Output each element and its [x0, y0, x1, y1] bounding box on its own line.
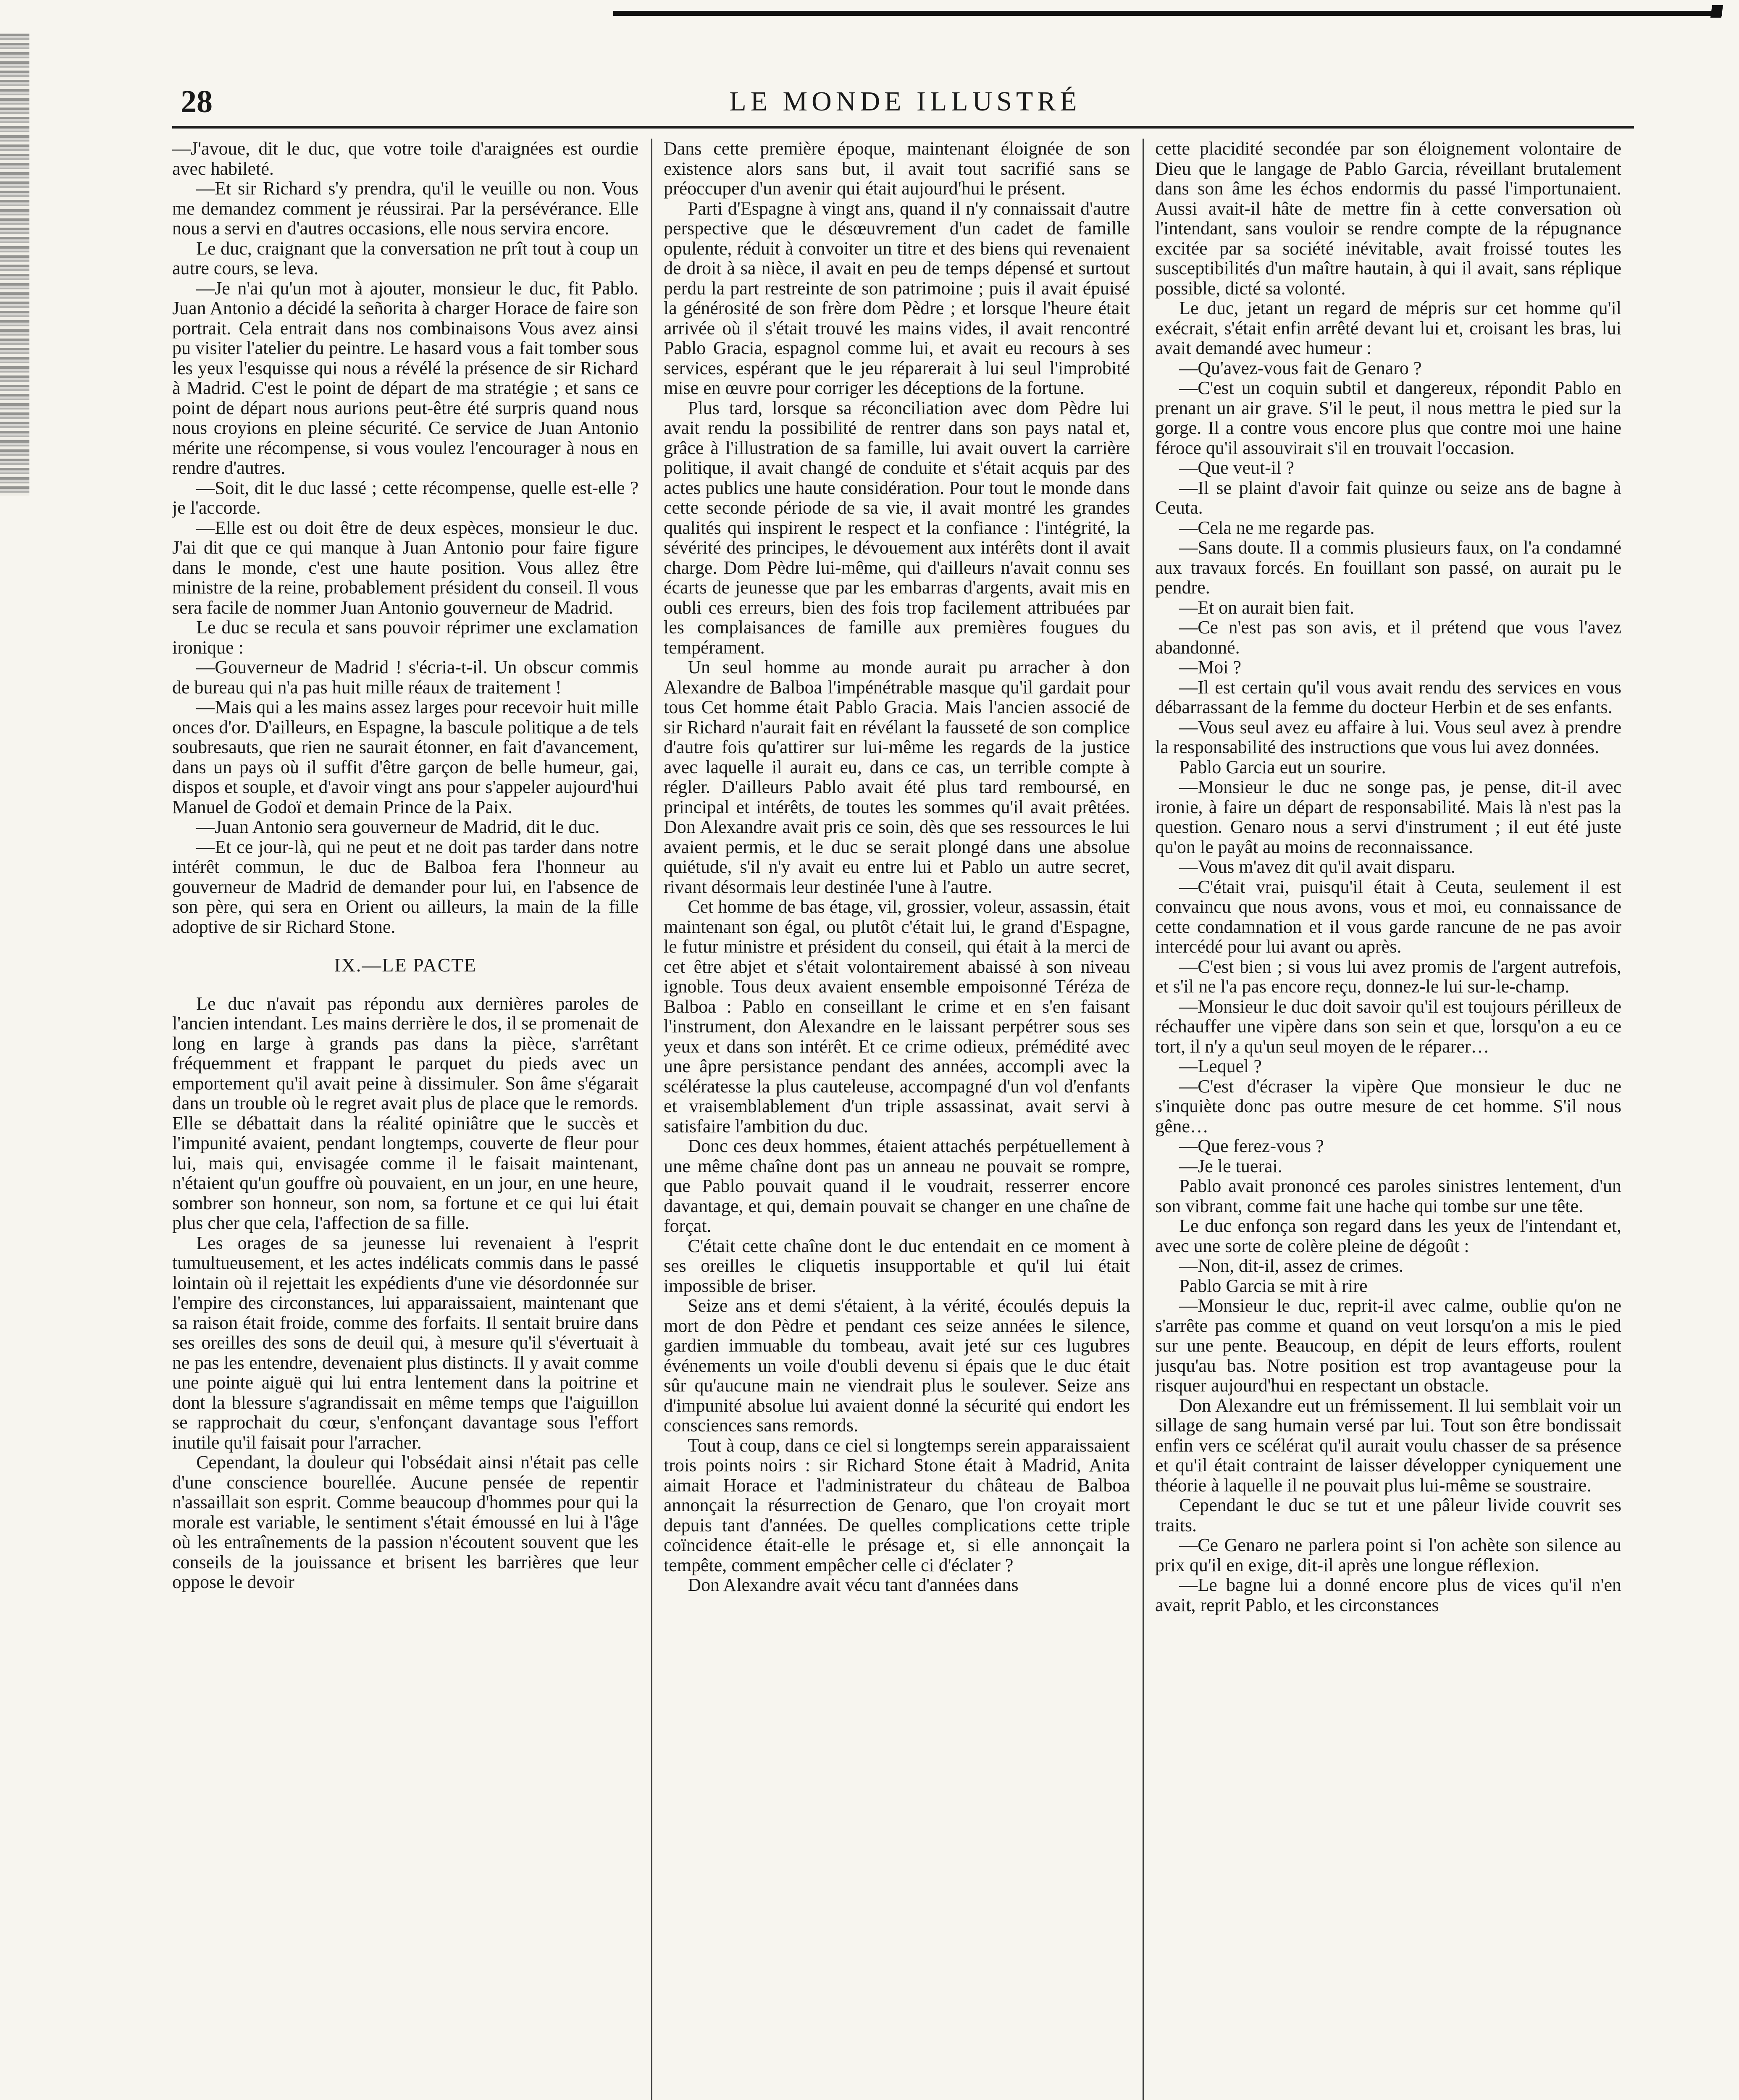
paragraph: Le duc n'avait pas répondu aux dernières paroles de l'ancien intendant. Les mains derrière le dos, il se promenait de long en large à grands pas dans la pièce, s'arrêtant fréquemment et frappant le parquet du pieds avec un emportement qu'il avait peine à dissimuler. Son âme s'égarait dans un trouble où le regret avait plus de place que le remords. Elle se débattait dans la réalité opiniâtre que le succès et l'impunité avaient, pendant longtemps, couverte de fleur pour lui, mais qui, envisagée comme il le faisait maintenant, n'étaient qu'un gouffre où pouvaient, en un jour, en une heure, sombrer son honneur, son nom, sa fortune et ce qui lui était plus cher que cela, l'affection de sa fille.: [172, 993, 638, 1233]
paragraph: Pablo Garcia eut un sourire.: [1179, 756, 1386, 777]
article-columns: [172, 139, 1634, 2100]
paragraph: Tout à coup, dans ce ciel si longtemps serein apparaissaient trois points noirs : sir Richard Stone était à Madrid, Anita aimait Horace et l'administrateur du château de Balboa annonçait la résurrection de Genaro, que l'on croyait mort depuis tant d'années. De quelles complications cette triple coïncidence était-elle le présage et, si elle annonçait la tempête, comment empêcher celle ci d'éclater ?: [664, 1435, 1130, 1575]
paragraph: Don Alexandre eut un frémissement. Il lui semblait voir un sillage de sang humain versé par lui. Tout son être bondissait enfin vers ce scélérat qu'il aurait voulu chasser de sa présence et qu'il était contraint de laisser développer cyniquement une théorie à laquelle il ne pouvait plus lui-même se soustraire.: [1155, 1395, 1621, 1496]
paragraph: —Cela ne me regarde pas.: [1179, 517, 1375, 538]
column-divider: [651, 139, 652, 2100]
paragraph: Un seul homme au monde aurait pu arracher à don Alexandre de Balboa l'impénétrable masque qu'il gardait pour tous Cet homme était Pablo Gracia. Mais l'ancien associé de sir Richard n'aurait fait en révélant la fausseté de son complice d'autre fois qu'attirer sur lui-même les regards de la justice avec laquelle il aurait eu, dans ce cas, un terrible compte à régler. D'ailleurs Pablo avait été plus tard remboursé, en principal et intérêts, de toutes les sommes qu'il avait prêtées. Don Alexandre avait pris ce soin, dès que ses ressources le lui avaient permis, et le duc se serait plongé dans une absolue quiétude, s'il n'y avait eu entre lui et Pablo un autre secret, rivant désormais leur destinée l'une à l'autre.: [664, 657, 1130, 897]
paragraph: —C'est d'écraser la vipère Que monsieur le duc ne s'inquiète donc pas outre mesure de cet homme. S'il nous gêne…: [1155, 1076, 1621, 1137]
paragraph: —Juan Antonio sera gouverneur de Madrid, dit le duc.: [196, 816, 600, 837]
paragraph: Dans cette première époque, maintenant éloignée de son existence alors sans but, il avait tout sacrifié sans se préoccuper d'un avenir qui était aujourd'hui le présent.: [664, 139, 1130, 199]
paragraph: Les orages de sa jeunesse lui revenaient à l'esprit tumultueusement, et les actes indélicats commis dans le passé lointain où il rejettait les expédients d'une vie désordonnée sur l'empire des circonstances, lui apparaissaient, maintenant que sa raison était froide, comme des forfaits. Il sentait bruire dans ses oreilles des sons de deuil qui, à mesure qu'il s'évertuait à ne pas les entendre, devenaient plus distincts. Il y avait comme une pointe aiguë qui lui entra lentement dans la poitrine et dont la blessure s'agrandissait en même temps que l'aiguillon se rapprochait du cœur, s'enfonçant davantage sous l'effort inutile qu'il faisait pour l'arracher.: [172, 1232, 638, 1453]
paragraph: —Gouverneur de Madrid ! s'écria-t-il. Un obscur commis de bureau qui n'a pas huit mille réaux de traitement !: [172, 657, 638, 698]
paragraph: cette placidité secondée par son éloignement volontaire de Dieu que le langage de Pablo Garcia, réveillant brutalement dans son âme les échos endormis du passé l'importunaient. Aussi avait-il hâte de mettre fin à cette conversation où l'intendant, sans vouloir se rendre compte de la répugnance excitée par sa société inévitable, avait froissé toutes les susceptibilités d'un maître hautain, à qui il avait, sans réplique possible, dicté sa volonté.: [1155, 139, 1621, 299]
paragraph: —C'est un coquin subtil et dangereux, répondit Pablo en prenant un air grave. S'il le peut, il nous mettra le pied sur la gorge. Il a contre vous encore plus que contre moi une haine féroce qu'il assouvirait s'il en trouvait l'occasion.: [1155, 378, 1621, 458]
paragraph: —Moi ?: [1179, 657, 1242, 677]
paragraph: Pablo avait prononcé ces paroles sinistres lentement, d'un son vibrant, comme fait une hache qui tombe sur une tête.: [1155, 1176, 1621, 1216]
paragraph: —Sans doute. Il a commis plusieurs faux, on l'a condamné aux travaux forcés. En fouillant son passé, on aurait pu le pendre.: [1155, 537, 1621, 598]
paragraph: Pablo Garcia se mit à rire: [1179, 1275, 1368, 1296]
paragraph: —Et on aurait bien fait.: [1179, 597, 1354, 618]
scan-edge: [0, 34, 29, 496]
paragraph: —Il se plaint d'avoir fait quinze ou seize ans de bagne à Ceuta.: [1155, 477, 1621, 518]
paragraph: —Que veut-il ?: [1179, 457, 1294, 478]
paragraph: Donc ces deux hommes, étaient attachés perpétuellement à une même chaîne dont pas un anneau ne pouvait se rompre, que Pablo pouvait quand il le voudrait, resserrer encore davantage, et qui, demain pouvait se changer en une chaîne de forçat.: [664, 1136, 1130, 1236]
paragraph: —Monsieur le duc, reprit-il avec calme, oublie qu'on ne s'arrête pas comme et quand on veut lorsqu'on a mis le pied sur une pente. Beaucoup, en dépit de leurs efforts, roulent jusqu'au bas. Notre position est trop avantageuse pour la risquer aujourd'hui en respectant un obstacle.: [1155, 1295, 1621, 1396]
paragraph: Parti d'Espagne à vingt ans, quand il n'y connaissait d'autre perspective que le désœuvrement d'un cadet de famille opulente, réduit à convoiter un titre et des biens qui revenaient de droit à sa nièce, il avait en peu de temps dépensé et surtout perdu la part restreinte de son patrimoine ; puis il avait épuisé la générosité de son frère dom Pèdre ; et lorsque l'heure était arrivée où il s'était trouvé les mains vides, il avait rencontré Pablo Gracia, espagnol comme lui, et avait eu recours à ses services, espérant que le jeu réparerait à lui seul l'improbité mise en œuvre pour corriger les déceptions de la fortune.: [664, 198, 1130, 398]
column-1: [172, 139, 638, 2100]
paragraph: —Ce Genaro ne parlera point si l'on achète son silence au prix qu'il en exige, dit-il après une longue réflexion.: [1155, 1535, 1621, 1575]
masthead-title: LE MONDE ILLUSTRÉ: [729, 86, 1081, 117]
paragraph: —Je le tuerai.: [1179, 1155, 1282, 1176]
paragraph: Cet homme de bas étage, vil, grossier, voleur, assassin, était maintenant son égal, ou plutôt c'était lui, le grand d'Espagne, le futur ministre et président du conseil, qui était à la merci de cet être abjet et s'était volontairement abaissé à son niveau ignoble. Tous deux avaient ensemble empoisonné Téréza de Balboa : Pablo en conseillant le crime et en s'en faisant l'instrument, don Alexandre en le laissant perpétrer sous ses yeux et dans son intérêt. Et ce crime odieux, prémédité avec une âpre persistance pendant des années, accompli avec la scélératesse la plus cauteleuse, accompagné d'un vol d'enfants et vraisemblablement d'un triple assassinat, avait servi à satisfaire l'ambition du duc.: [664, 896, 1130, 1137]
paragraph: Le duc enfonça son regard dans les yeux de l'intendant et, avec une sorte de colère pleine de dégoût :: [1155, 1215, 1621, 1256]
paragraph: —Vous seul avez eu affaire à lui. Vous seul avez à prendre la responsabilité des instructions que vous lui avez données.: [1155, 717, 1621, 757]
column-2: [664, 139, 1130, 2100]
page-number: 28: [181, 84, 213, 119]
paragraph: —Ce n'est pas son avis, et il prétend que vous l'avez abandonné.: [1155, 617, 1621, 658]
paragraph: —Lequel ?: [1179, 1056, 1262, 1076]
header-rule: [172, 126, 1634, 129]
paragraph: —Qu'avez-vous fait de Genaro ?: [1179, 357, 1422, 378]
paragraph: —Vous m'avez dit qu'il avait disparu.: [1179, 856, 1456, 877]
paragraph: —Monsieur le duc doit savoir qu'il est toujours périlleux de réchauffer une vipère dans son sein et que, lorsqu'on a eu ce tort, il n'y a qu'un seul moyen de le réparer…: [1155, 996, 1621, 1057]
page-header: [181, 82, 1630, 121]
paragraph: —Le bagne lui a donné encore plus de vices qu'il n'en avait, reprit Pablo, et les circonstances: [1155, 1575, 1621, 1615]
paragraph: —Il est certain qu'il vous avait rendu des services en vous débarrassant de la femme du docteur Herbin et de ses enfants.: [1155, 677, 1621, 717]
paragraph: Don Alexandre avait vécu tant d'années dans: [688, 1575, 1019, 1595]
paragraph: Le duc, craignant que la conversation ne prît tout à coup un autre cours, se leva.: [172, 238, 638, 278]
paragraph: Seize ans et demi s'étaient, à la vérité, écoulés depuis la mort de don Pèdre et pendant ces seize années le silence, gardien immuable du tombeau, avait jeté sur ces lugubres événements un voile d'oubli devenu si épais que le duc était sûr qu'aucune main ne viendrait plus le soulever. Seize ans d'impunité absolue lui avaient donné la sécurité qui endort les consciences sans remords.: [664, 1295, 1130, 1436]
paragraph: —Que ferez-vous ?: [1179, 1136, 1324, 1156]
paragraph: Le duc, jetant un regard de mépris sur cet homme qu'il exécrait, s'était enfin arrêté devant lui et, croisant les bras, lui avait demandé avec humeur :: [1155, 298, 1621, 358]
paragraph: —Et sir Richard s'y prendra, qu'il le veuille ou non. Vous me demandez comment je réussirai. Par la persévérance. Elle nous a servi en d'autres occasions, elle nous servira encore.: [172, 178, 638, 239]
paragraph: —Je n'ai qu'un mot à ajouter, monsieur le duc, fit Pablo. Juan Antonio a décidé la señorita à charger Horace de faire son portrait. Cela entrait dans nos combinaisons Vous avez ainsi pu visiter l'atelier du peintre. Le hasard vous a fait tomber sous les yeux l'esquisse qui nous a révélé la présence de sir Richard à Madrid. C'est le point de départ de ma stratégie ; et sans ce point de départ nous aurions peut-être été surpris quand nous nous croyions en pleine sécurité. Ce service de Juan Antonio mérite une récompense, si vous voulez l'encourager à nous en rendre d'autres.: [172, 278, 638, 478]
paragraph: —J'avoue, dit le duc, que votre toile d'araignées est ourdie avec habileté.: [172, 139, 638, 179]
paragraph: —Et ce jour-là, qui ne peut et ne doit pas tarder dans notre intérêt commun, le duc de Balboa fera l'honneur au gouverneur de Madrid de demander pour lui, en l'absence de son père, qui sera en Orient ou ailleurs, la main de la fille adoptive de sir Richard Stone.: [172, 836, 638, 937]
paragraph: C'était cette chaîne dont le duc entendait en ce moment à ses oreilles le cliquetis insupportable et qu'il lui était impossible de briser.: [664, 1235, 1130, 1296]
paragraph: —Non, dit-il, assez de crimes.: [1179, 1255, 1404, 1276]
column-divider: [1143, 139, 1144, 2100]
paragraph: Cependant le duc se tut et une pâleur livide couvrit ses traits.: [1155, 1495, 1621, 1536]
paragraph: —Monsieur le duc ne songe pas, je pense, dit-il avec ironie, à faire un départ de responsabilité. Mais là n'est pas la question. Genaro nous a servi d'instrument ; il eut été juste qu'on le payât au moins de reconnaissance.: [1155, 777, 1621, 857]
paragraph: —Elle est ou doit être de deux espèces, monsieur le duc. J'ai dit que ce qui manque à Juan Antonio pour faire figure dans le monde, c'est une haute position. Vous allez être ministre de la reine, probablement président du conseil. Il vous sera facile de nommer Juan Antonio gouverneur de Madrid.: [172, 517, 638, 618]
paragraph: —Soit, dit le duc lassé ; cette récompense, quelle est-elle ? je l'accorde.: [172, 477, 638, 518]
column-3: [1155, 139, 1621, 2100]
paragraph: —Mais qui a les mains assez larges pour recevoir huit mille onces d'or. D'ailleurs, en Espagne, la bascule politique a de tels soubresauts, que rien ne saurait étonner, en fait d'avancement, dans un pays où il suffit d'être garçon de belle humeur, gai, dispos et souple, et d'avoir vingt ans pour s'appeler aujourd'hui Manuel de Godoï et demain Prince de la Paix.: [172, 697, 638, 817]
paragraph: —C'est bien ; si vous lui avez promis de l'argent autrefois, et s'il ne l'a pas encore reçu, donnez-le lui sur-le-champ.: [1155, 956, 1621, 997]
paragraph: —C'était vrai, puisqu'il était à Ceuta, seulement il est convaincu que nous avons, vous et moi, eu connaissance de cette condamnation et il vous garde rancune de ne pas avoir intercédé pour lui avant ou après.: [1155, 876, 1621, 957]
paragraph: Le duc se recula et sans pouvoir réprimer une exclamation ironique :: [172, 617, 638, 658]
paragraph: Cependant, la douleur qui l'obsédait ainsi n'était pas celle d'une conscience bourellée. Aucune pensée de repentir n'assaillait son esprit. Comme beaucoup d'hommes pour qui la morale est variable, le sentiment s'était émoussé en lui à l'âge où les entraînements de la passion n'écoutent souvent que les conseils de la jouissance et brisent les barrières que leur oppose le devoir: [172, 1452, 638, 1592]
chapter-heading: IX.—LE PACTE: [334, 954, 477, 976]
top-rule: [613, 3, 1722, 16]
paragraph: Plus tard, lorsque sa réconciliation avec dom Pèdre lui avait rendu la possibilité de rentrer dans son pays natal et, grâce à l'illustration de sa famille, lui avait ouvert la carrière politique, il avait changé de conduite et s'était acquis par des actes publics une haute considération. Pour tout le monde dans cette seconde période de sa vie, il avait montré les grandes qualités qui inspirent le respect et la confiance : l'intégrité, la sévérité des principes, le dévouement aux intérêts dont il avait charge. Dom Pèdre lui-même, qui d'ailleurs n'avait connu ses écarts de jeunesse que par les embarras d'argents, avait mis en oubli ces erreurs, bien des fois trop facilement attribuées par les complaisances de famille aux premières fougues du tempérament.: [664, 397, 1130, 658]
